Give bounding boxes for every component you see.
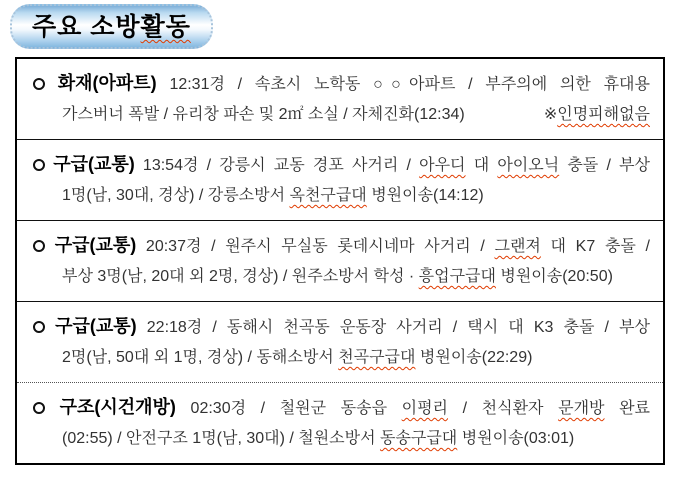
- entry-line1-text: [191, 400, 650, 417]
- text-segment: 부상 3명(남, 20대 외 2명, 경상) / 원주소방서 학성 ·: [62, 268, 419, 285]
- misspelled-word: 문개방: [558, 400, 605, 417]
- entry-line2-text: [62, 187, 484, 204]
- text-segment: 병원이송(22:29): [415, 349, 533, 366]
- text-segment: 13:54경 / 강릉시 교동 경포 사거리 /: [142, 157, 420, 174]
- misspelled-word: 아이오닉: [497, 157, 560, 174]
- circle-bullet-icon: [33, 240, 45, 252]
- misspelled-word: 아우디: [419, 157, 466, 174]
- text-segment: 병원이송(14:12): [366, 187, 484, 204]
- activity-entry: [17, 59, 663, 140]
- entry-line2-text: [62, 268, 613, 285]
- entry-line1-text: [147, 319, 650, 336]
- circle-bullet-icon: [33, 402, 45, 414]
- entry-first-line: [33, 230, 650, 262]
- entry-line2-text: [62, 349, 532, 366]
- text-segment: 1명(남, 30대, 경상) / 강릉소방서: [62, 187, 290, 204]
- circle-bullet-icon: [33, 159, 45, 171]
- entry-category-label: 구급(교통): [54, 235, 137, 255]
- section-title: [32, 13, 191, 41]
- misspelled-word: 옥천구급대: [289, 187, 367, 204]
- text-segment: (02:55) / 안전구조 1명(남, 30대) / 철원소방서: [62, 430, 380, 447]
- text-segment: 주요 소방: [32, 13, 141, 41]
- entry-first-line: [33, 392, 650, 424]
- entry-line2-text: [62, 430, 574, 447]
- text-segment: 02:30경 / 철원군 동송읍: [190, 400, 402, 417]
- activity-entry: [17, 221, 663, 302]
- circle-bullet-icon: [33, 321, 45, 333]
- entry-second-line: [62, 100, 650, 130]
- entry-category-label: 화재(아파트): [57, 73, 157, 93]
- misspelled-word: 그랜져: [494, 238, 541, 255]
- entry-category-label: 구조(시건개방): [59, 397, 176, 417]
- entry-note: [544, 100, 650, 130]
- activity-entry: [17, 383, 663, 463]
- text-segment: 2명(남, 50대 외 1명, 경상) / 동해소방서: [62, 349, 339, 366]
- text-segment: 12:31경 / 속초시 노학동 ○○아파트 / 부주의에 의한 휴대용: [169, 76, 650, 93]
- activity-entry: [17, 140, 663, 221]
- entry-line1-text: [169, 76, 650, 93]
- entry-second-line: [62, 343, 650, 373]
- text-segment: 20:37경 / 원주시 무실동 롯데시네마 사거리 /: [145, 238, 495, 255]
- entry-first-line: [33, 68, 650, 100]
- text-segment: ※: [543, 106, 558, 123]
- text-segment: 22:18경 / 동해시 천곡동 운동장 사거리 / 택시 대 K3 충돌 / 부상: [146, 319, 650, 336]
- entry-category-label: 구급(교통): [53, 154, 135, 174]
- text-segment: 가스버너 폭발 / 유리창 파손 및 2㎡ 소실 / 자체진화(12:34): [62, 106, 465, 123]
- misspelled-word: 이평리: [401, 400, 449, 417]
- text-segment: / 천식환자: [448, 400, 559, 417]
- entry-line2-text: [62, 100, 465, 130]
- circle-bullet-icon: [33, 78, 45, 90]
- entry-first-line: [33, 311, 650, 343]
- text-segment: 병원이송(03:01): [457, 430, 575, 447]
- text-segment: 병원이송(20:50): [495, 268, 613, 285]
- fire-activity-report-box: [15, 57, 665, 465]
- text-segment: 충돌 / 부상: [559, 157, 650, 174]
- section-title-badge: [10, 4, 213, 49]
- entry-category-label: 구급(교통): [55, 316, 137, 336]
- misspelled-word: 천곡구급대: [338, 349, 416, 366]
- text-segment: 대 K7 충돌 /: [540, 238, 650, 255]
- misspelled-word: 동송구급대: [379, 430, 458, 447]
- text-segment: 완료: [604, 400, 650, 417]
- entry-second-line: [62, 262, 650, 292]
- entry-second-line: [62, 181, 650, 211]
- activity-entry: [17, 302, 663, 383]
- text-segment: 대: [465, 157, 498, 174]
- misspelled-word: 활동: [140, 13, 191, 41]
- entry-second-line: [62, 424, 650, 454]
- entry-line1-text: [146, 238, 650, 255]
- entry-line1-text: [143, 157, 650, 174]
- entry-first-line: [33, 149, 650, 181]
- misspelled-word: 인명피해없음: [557, 106, 650, 123]
- misspelled-word: 흥업구급대: [418, 268, 496, 285]
